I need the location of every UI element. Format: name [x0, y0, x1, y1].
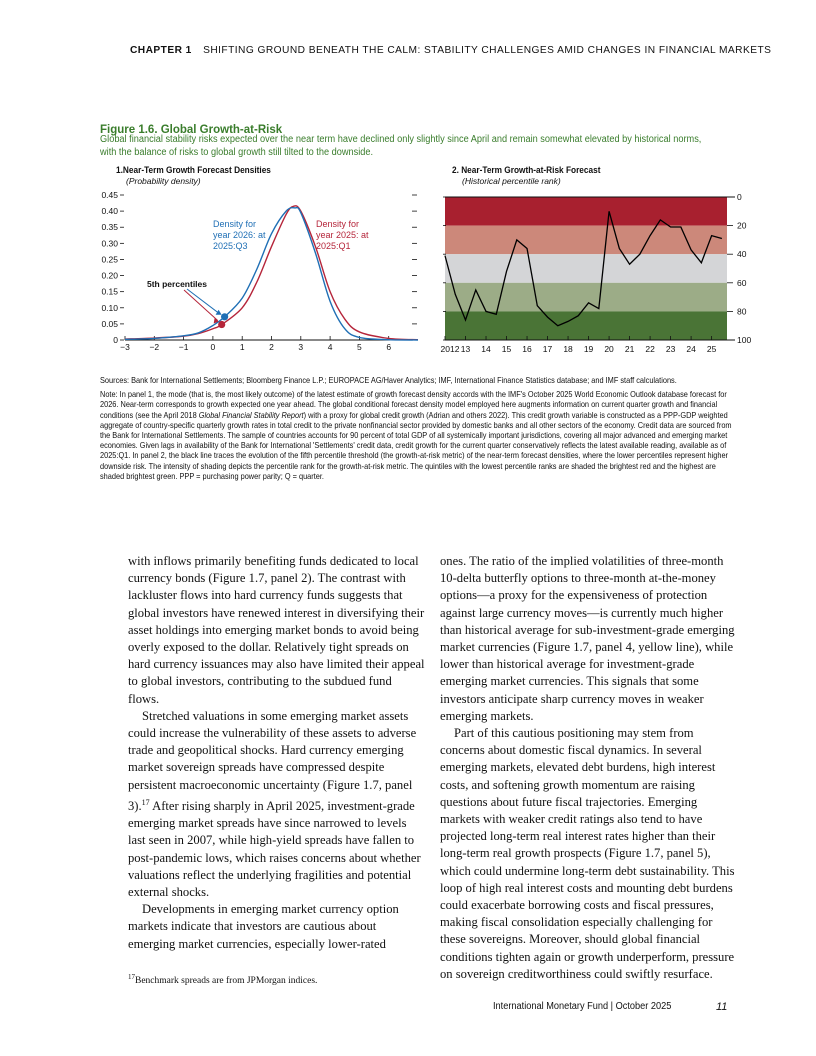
x-tick-label: 13	[460, 344, 471, 354]
y-tick-label: 0	[737, 192, 742, 202]
y-tick-label: 0.20	[101, 270, 118, 281]
panel1-chart	[90, 186, 420, 361]
y-tick-label: 0.25	[101, 254, 118, 265]
quintile-band-5	[445, 311, 727, 340]
page-footer: International Monetary Fund | October 2025	[493, 1001, 672, 1012]
annotation-red-line3: 2025:Q1	[316, 241, 351, 251]
quintile-band-3	[445, 254, 727, 283]
y-tick-label: 0.15	[101, 286, 118, 297]
body-column-left	[128, 553, 426, 953]
paragraph: Part of this cautious positioning may stem from concerns about domestic fiscal dynamics. In several emerging markets, elevated debt burdens, high interest costs, and softening growth momentum are raising questions about future fiscal trajectories. Emerging markets with weaker credit ratings also tend to have projected long-term real interest rates higher than their long-term real growth prospects (Figure 1.7, panel 5), which could undermine long-term debt sustainability. This loop of high real interest costs and mounting debt burdens could exacerbate borrowing costs and fiscal pressures, making fiscal consolidation especially challenging for these sovereigns. Moreover, should global financial conditions tighten again or growth underperform, pressure on sovereign creditworthiness could swiftly resurface.	[440, 726, 735, 981]
x-tick-label: 2	[269, 342, 274, 352]
note-report-title: Global Financial Stability Report	[198, 409, 304, 420]
x-tick-label: 17	[542, 344, 553, 354]
x-tick-label: 5	[357, 342, 362, 352]
x-tick-label: 23	[665, 344, 676, 354]
y-tick-label: 0.40	[101, 206, 118, 217]
x-tick-label: 24	[686, 344, 696, 354]
x-tick-label: 25	[706, 344, 717, 354]
note-text: Note: In panel 1, the mode (that is, the most likely outcome) of the latest estimate of growth forecast density accords with the IMF's October 2025 World Economic Outlook database forecast for 2026. Near-term corresponds to growth expected one year ahead. The global conditional forecast density model employed here augments information on current quarter growth and financial conditions (see the April 2018 Global Financial Stability Report) with a proxy for global credit growth (Adrian and others 2022). This credit growth variable is constructed as a PPP-GDP weighted aggregate of country-specific quarterly growth rates in total credit to the private nonfinancial sector provided by domestic banks and all other sectors of the economy. Credit data are sourced from the Bank for International Settlements. The sample of countries accounts for 90 percent of total GDP of all systemically important jurisdictions, covering all major advanced and emerging market economies. Given lags in availability of the Bank for International 'Settlements' credit data, credit growth for the current quarter conservatively reflects the latest available reading, available as of 2025:Q1. In panel 2, the black line traces the evolution of the fifth percentile threshold (the growth-at-risk metric) of the near-term forecast densities, where the lower percentiles represent higher downside risk. The intensity of shading depicts the percentile rank for the growth-at-risk metric. The quintiles with the lowest percentile ranks are shaded the brightest red and the highest are shaded brightest green. PPP = purchasing power parity; Q = quarter.	[100, 389, 732, 481]
figure-subtitle: Global financial stability risks expected over the near term have declined only slightly since April and remain somewhat elevated by historical norms, with the balance of risks to global growth still tilted to the downside.	[100, 134, 702, 158]
annotation-blue-line1: Density for	[213, 219, 257, 229]
y-tick-label: 100	[737, 335, 752, 345]
footnote: $^{17}$Benchmark spreads are from JPMorgan indices.	[128, 973, 318, 987]
panel1-title: 1.Near-Term Growth Forecast Densities	[116, 165, 271, 175]
y-tick-label: 0.45	[101, 190, 118, 200]
chapter-label: CHAPTER 1	[130, 45, 192, 56]
annotation-blue-line3: 2025:Q3	[213, 241, 248, 251]
page-number: 11	[716, 1001, 728, 1013]
footnote-ref[interactable]: 17	[141, 797, 150, 807]
y-tick-label: 0	[113, 335, 118, 345]
annotation-blue-line2: year 2026: at	[213, 230, 266, 240]
paragraph: ones. The ratio of the implied volatilities of three-month 10-delta butterfly options to three-month at-the-money options—a proxy for the expensiveness of protection against large currency moves—is currently much higher than historical average for sub-investment-grade emerging market currencies (Figure 1.7, panel 4, yellow line), while lower than historical average for investment-grade emerging market currencies. This signals that some investors anticipate sharp currency moves in weaker emerging markets.	[440, 554, 735, 723]
y-tick-label: 20	[737, 220, 747, 231]
chapter-title: SHIFTING GROUND BENEATH THE CALM: STABILITY CHALLENGES AMID CHANGES IN FINANCIAL MARKETS	[203, 45, 772, 56]
y-tick-label: 0.05	[101, 318, 118, 329]
y-tick-label: 60	[737, 277, 747, 288]
y-tick-label: 80	[737, 306, 747, 317]
x-tick-label: 3	[298, 342, 304, 352]
x-tick-label: 21	[624, 344, 635, 354]
panel2-chart	[430, 186, 766, 361]
quintile-band-1	[445, 197, 727, 226]
y-tick-label: 0.30	[101, 238, 118, 249]
x-tick-label: −2	[149, 342, 160, 352]
y-tick-label: 0.35	[101, 222, 118, 233]
annotation-5th-percentiles: 5th percentiles	[147, 279, 207, 289]
paragraph: Stretched valuations in some emerging market assets could increase the vulnerability of these assets to adverse trade and geopolitical shocks. Hard currency emerging market sovereign spreads have compressed despite persistent macroeconomic uncertainty (Figure 1.7, panel 3).$^{17}$ After rising sharply in April 2025, investment-grade emerging market spreads have since narrowed to levels last seen in 2007, while high-yield spreads have fallen to post-pandemic lows, which raises concerns about whether valuations reflect the underlying fragilities and potential external shocks.	[128, 708, 421, 900]
arrow-blue	[187, 289, 220, 314]
x-tick-label: 19	[583, 344, 594, 354]
quintile-band-4	[445, 283, 727, 312]
x-tick-label: −3	[120, 342, 130, 352]
x-tick-label: 2012	[440, 344, 460, 354]
panel2-title: 2. Near-Term Growth-at-Risk Forecast	[452, 165, 601, 175]
x-tick-label: 0	[210, 342, 216, 352]
x-tick-label: 22	[645, 344, 655, 354]
arrowhead-blue	[216, 310, 222, 315]
sources-text: Sources: Bank for International Settlements; Bloomberg Finance L.P.; EUROPACE AG/Haver Analytics; IMF, International Finance Statistics database; and IMF staff calculations.	[100, 375, 677, 385]
fifth-percentile-marker-2026	[221, 313, 228, 320]
paragraph: with inflows primarily benefiting funds dedicated to local currency bonds (Figure 1.7, panel 2). The contrast with lackluster flows into hard currency funds suggests that global investors have renewed interest in diversifying their asset holdings into emerging market bonds to avoid being overly exposed to the dollar. Relatively tight spreads on hard currency issuances may also have limited their appeal to global investors, contributing to the subdued fund flows.	[128, 554, 425, 706]
x-tick-label: 16	[522, 344, 532, 354]
quintile-band-2	[445, 226, 727, 255]
x-tick-label: 4	[327, 342, 333, 352]
panel2-subtitle: (Historical percentile rank)	[462, 176, 561, 186]
running-header	[130, 45, 772, 56]
figure-title: Figure 1.6. Global Growth-at-Risk	[100, 124, 283, 136]
paragraph: Developments in emerging market currency option markets indicate that investors are cautious about emerging market currencies, especially lower-rated	[128, 902, 399, 951]
annotation-red-line2: year 2025: at	[316, 230, 369, 240]
body-column-right	[440, 553, 738, 983]
fifth-percentile-marker-2025	[218, 321, 225, 328]
y-tick-label: 0.10	[101, 302, 118, 313]
annotation-red-line1: Density for	[316, 219, 360, 229]
x-tick-label: 18	[563, 344, 573, 354]
x-tick-label: 1	[239, 342, 245, 352]
density-line-2025	[125, 206, 418, 340]
x-tick-label: 15	[501, 344, 512, 354]
arrow-red	[184, 290, 218, 321]
x-tick-label: 14	[481, 344, 491, 354]
density-line-2026	[125, 208, 418, 340]
x-tick-label: 6	[386, 342, 392, 352]
x-tick-label: 20	[604, 344, 614, 354]
y-tick-label: 40	[737, 249, 747, 260]
panel1-subtitle: (Probability density)	[126, 176, 201, 186]
x-tick-label: −1	[178, 342, 189, 352]
figure-notes	[100, 375, 734, 485]
